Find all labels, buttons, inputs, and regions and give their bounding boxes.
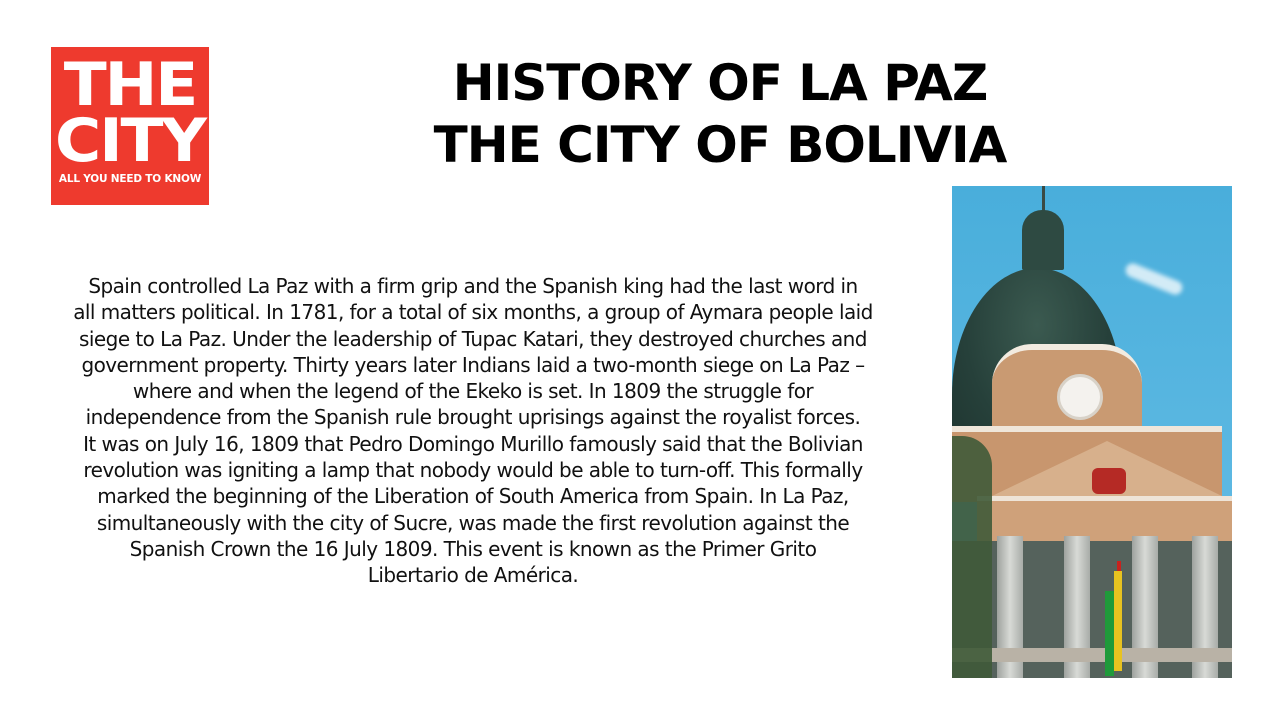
paragraph-line: Libertario de América. [367,563,579,588]
cloud [1124,261,1185,296]
paragraph-line: all matters political. In 1781, for a total of six months, a group of Aymara people laid [73,300,873,325]
coat-of-arms-icon [1092,468,1126,494]
clock-icon [1057,374,1103,420]
title-line-2: THE CITY OF BOLIVIA [433,116,1007,174]
tree [952,436,992,678]
history-paragraph [18,273,928,589]
logo-line-2: CITY [55,106,205,176]
paragraph-line: marked the beginning of the Liberation of South America from Spain. In La Paz, [97,484,849,509]
government-palace-photo [952,186,1232,678]
dome-lantern [1022,210,1064,270]
logo-line-1: THE [63,50,197,120]
the-city-logo [51,47,209,205]
paragraph-line: simultaneously with the city of Sucre, was made the first revolution against the [96,510,850,535]
balcony-rail [952,648,1232,662]
flag-green-stripe [1105,591,1114,676]
paragraph-line: revolution was igniting a lamp that nobody would be able to turn-off. This formally [83,458,863,483]
paragraph-line: Spanish Crown the 16 July 1809. This event is known as the Primer Grito [129,536,817,561]
paragraph-line: siege to La Paz. Under the leadership of Tupac Katari, they destroyed churches and [79,326,867,351]
logo-tagline: ALL YOU NEED TO KNOW [58,173,202,185]
paragraph-line: It was on July 16, 1809 that Pedro Domingo Murillo famously said that the Bolivian [83,431,863,456]
title-line-1: HISTORY OF LA PAZ [452,54,988,112]
paragraph-line: Spain controlled La Paz with a firm grip and the Spanish king had the last word in [88,274,858,298]
paragraph-line: where and when the legend of the Ekeko is set. In 1809 the struggle for [132,379,814,404]
flag-yellow-stripe [1114,571,1122,671]
paragraph-line: independence from the Spanish rule brought uprisings against the royalist forces. [85,405,861,430]
paragraph-line: government property. Thirty years later Indians laid a two-month siege on La Paz – [81,352,865,377]
page-title [420,52,1020,176]
